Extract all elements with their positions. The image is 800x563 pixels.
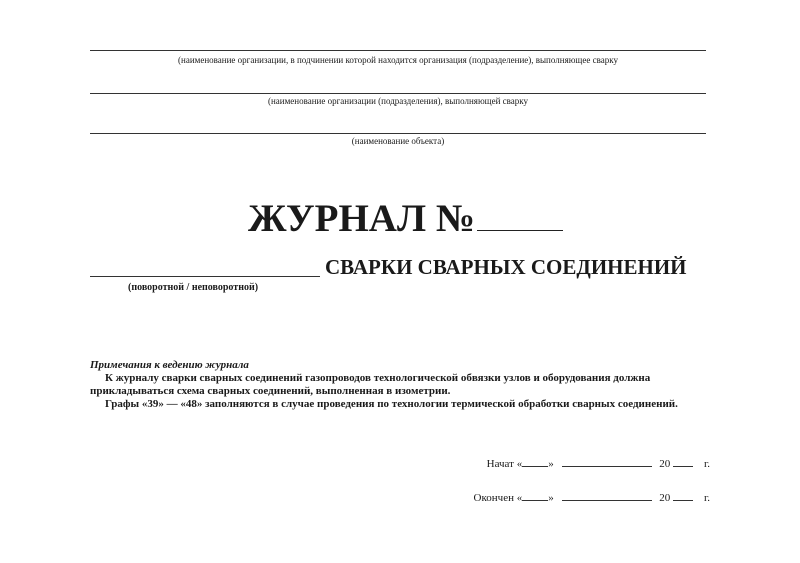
- started-month-line: [562, 456, 652, 467]
- close-quote: »: [548, 458, 554, 470]
- finished-year-line: [673, 490, 693, 501]
- started-day-line: [522, 456, 548, 467]
- open-quote: «: [516, 458, 523, 470]
- journal-title: [248, 196, 563, 242]
- notes-paragraph-1: К журналу сварки сварных соединений газопроводов технологической обвязки узлов и оборудования должна прикладываться схема сварных соединений, выполненная в изометрии.: [90, 372, 651, 397]
- journal-title-text: ЖУРНАЛ №: [248, 197, 475, 240]
- started-date-row: [430, 456, 710, 470]
- org-caption: (наименование организации (подразделения), выполняющей сварку: [267, 96, 529, 106]
- started-year-suffix: г.: [703, 458, 710, 470]
- weld-type-caption: (поворотной / неповоротной): [128, 282, 259, 293]
- finished-month-line: [562, 490, 652, 501]
- notes-heading: Примечания к ведению журнала: [90, 359, 249, 371]
- started-year-prefix: 20: [659, 458, 671, 470]
- finished-day-line: [522, 490, 548, 501]
- finished-label: Окончен: [473, 492, 514, 504]
- finished-year-prefix: 20: [659, 492, 671, 504]
- started-year-line: [673, 456, 693, 467]
- org-parent-caption: (наименование организации, в подчинении которой находится организация (подразделение), выполняющее сварку: [178, 55, 618, 65]
- object-line: [90, 133, 706, 134]
- journal-subtitle: СВАРКИ СВАРНЫХ СОЕДИНЕНИЙ: [325, 255, 687, 279]
- weld-type-line: [90, 276, 320, 277]
- journal-number-line: [477, 196, 563, 231]
- org-parent-line: [90, 50, 706, 51]
- finished-year-suffix: г.: [703, 492, 710, 504]
- close-quote: »: [548, 492, 554, 504]
- notes-section: [90, 359, 710, 411]
- started-label: Начат: [486, 458, 514, 470]
- object-caption: (наименование объекта): [351, 136, 445, 146]
- org-line: [90, 93, 706, 94]
- notes-paragraph-2: Графы «39» — «48» заполняются в случае проведения по технологии термической обработки сварных соединений.: [105, 398, 678, 410]
- open-quote: «: [516, 492, 523, 504]
- finished-date-row: [430, 490, 710, 504]
